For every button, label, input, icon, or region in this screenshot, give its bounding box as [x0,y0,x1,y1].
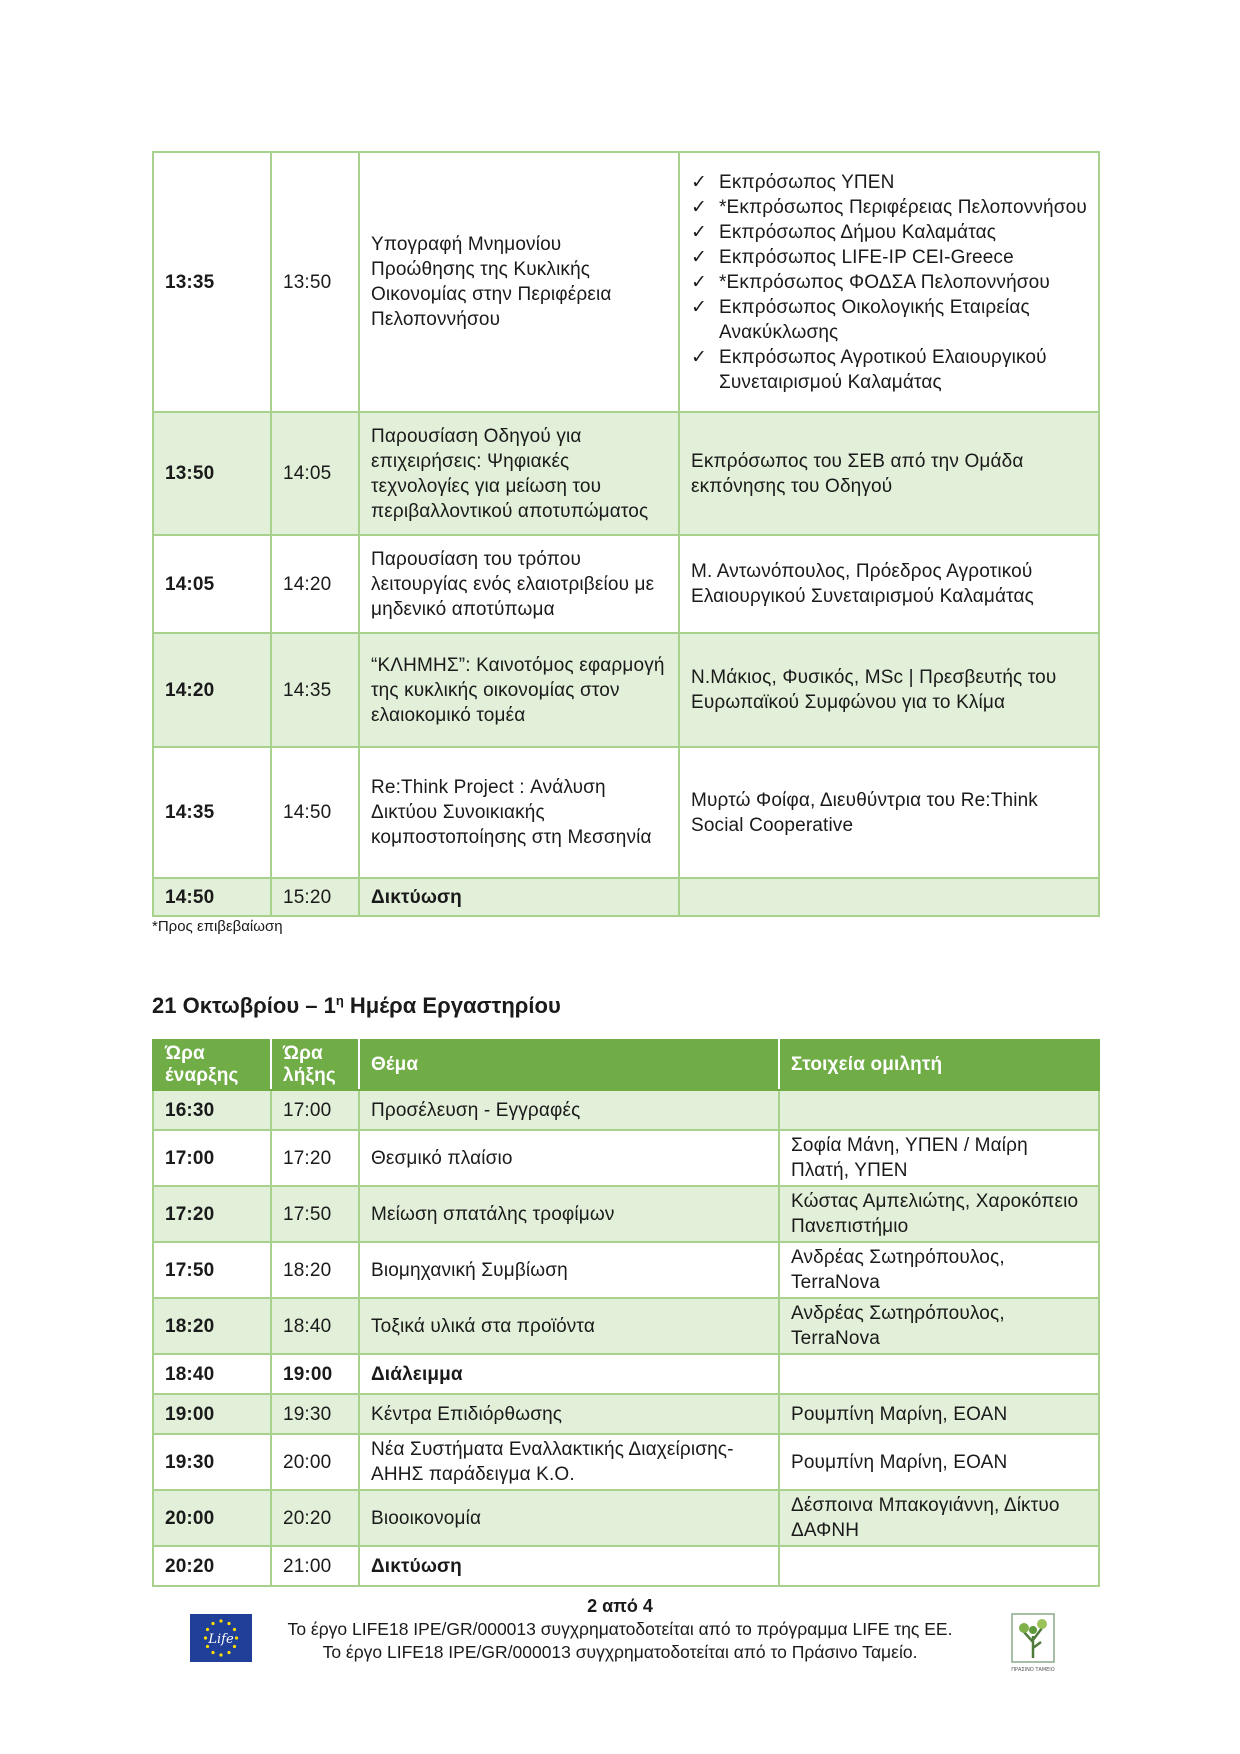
start-time: 18:40 [153,1354,271,1394]
topic: “ΚΛΗΜΗΣ”: Καινοτόμος εφαρμογή της κυκλικής οικονομίας στον ελαιοκομικό τομέα [359,633,679,747]
start-time: 13:50 [153,412,271,535]
speaker: Μ. Αντωνόπουλος, Πρόεδρος Αγροτικού Ελαιουργικού Συνεταιρισμού Καλαμάτας [679,535,1099,633]
list-item: ✓ *Εκπρόσωπος ΦΟΔΣΑ Πελοποννήσου [691,271,1050,293]
start-time: 19:00 [153,1394,271,1434]
topic: Προσέλευση - Εγγραφές [359,1090,779,1130]
end-time: 18:40 [271,1298,359,1354]
start-time: 14:50 [153,878,271,916]
funding-note-life: Το έργο LIFE18 IPE/GR/000013 συγχρηματοδοτείται από το πρόγραμμα LIFE της ΕΕ. [287,1619,953,1639]
start-time: 14:35 [153,747,271,878]
table-row [153,1298,1099,1354]
confirmation-note: *Προς επιβεβαίωση [152,918,283,935]
topic: Νέα Συστήματα Εναλλακτικής Διαχείρισης- ΑΗΗΣ παράδειγμα Κ.Ο. [359,1434,779,1490]
end-time: 17:20 [271,1130,359,1186]
end-time: 19:30 [271,1394,359,1434]
checkmark-icon: ✓ [691,221,708,243]
table-row [153,747,1099,878]
speaker: Ρουμπίνη Μαρίνη, ΕΟΑΝ [779,1394,1099,1434]
table-header-row [153,1040,1099,1090]
table-row [153,1434,1099,1490]
end-time: 20:20 [271,1490,359,1546]
topic: Παρουσίαση του τρόπου λειτουργίας ενός ελαιοτριβείου με μηδενικό αποτύπωμα [359,535,679,633]
speaker: Ανδρέας Σωτηρόπουλος, TerraNova [779,1298,1099,1354]
table-row [153,1090,1099,1130]
topic: Δικτύωση [359,1546,779,1586]
table-row [153,1354,1099,1394]
table-row [153,1394,1099,1434]
header-start: Ώρα έναρξης [153,1040,271,1090]
end-time: 14:35 [271,633,359,747]
end-time: 18:20 [271,1242,359,1298]
table-row [153,633,1099,747]
topic: Δικτύωση [359,878,679,916]
checkmark-icon: ✓ [691,271,708,293]
speaker: Εκπρόσωπος του ΣΕΒ από την Ομάδα εκπόνησης του Οδηγού [679,412,1099,535]
start-time: 18:20 [153,1298,271,1354]
table-row [153,412,1099,535]
table-row [153,535,1099,633]
list-item: ✓ Εκπρόσωπος Οικολογικής Εταιρείας Ανακύκλωσης [691,296,1030,343]
end-time: 17:50 [271,1186,359,1242]
checkmark-icon: ✓ [691,246,708,268]
speaker-list-cell [679,152,1099,412]
section-title: 21 Οκτωβρίου – $1^\eta$ Ημέρα Εργαστηρίου [152,993,561,1018]
header-topic: Θέμα [359,1040,779,1090]
speaker [779,1354,1099,1394]
end-time: 20:00 [271,1434,359,1490]
speaker-checklist [691,170,1087,395]
end-time: 19:00 [271,1354,359,1394]
end-time: 14:05 [271,412,359,535]
topic: Βιομηχανική Συμβίωση [359,1242,779,1298]
checkmark-icon: ✓ [691,171,708,193]
list-item: ✓ Εκπρόσωπος LIFE-IP CEI-Greece [691,246,1014,268]
start-time: 13:35 [153,152,271,412]
checkmark-icon: ✓ [691,346,708,368]
topic: Βιοοικονομία [359,1490,779,1546]
funding-note-green-fund: Το έργο LIFE18 IPE/GR/000013 συγχρηματοδοτείται από το Πράσινο Ταμείο. [322,1642,918,1662]
page-number: 2 από 4 [587,1596,653,1616]
topic: Θεσμικό πλαίσιο [359,1130,779,1186]
programme-table-continued [152,151,1100,917]
speaker: Κώστας Αμπελιώτης, Χαροκόπειο Πανεπιστήμιο [779,1186,1099,1242]
end-time: 14:20 [271,535,359,633]
topic: Κέντρα Επιδιόρθωσης [359,1394,779,1434]
table-row [153,1490,1099,1546]
end-time: 21:00 [271,1546,359,1586]
list-item: ✓ Εκπρόσωπος Αγροτικού Ελαιουργικού Συνεταιρισμού Καλαμάτας [691,346,1047,393]
speaker: Δέσποινα Μπακογιάννη, Δίκτυο ΔΑΦΝΗ [779,1490,1099,1546]
header-speaker: Στοιχεία ομιλητή [779,1040,1099,1090]
list-item: ✓ *Εκπρόσωπος Περιφέρειας Πελοποννήσου [691,196,1087,218]
speaker: Ν.Μάκιος, Φυσικός, MSc | Πρεσβευτής του Ευρωπαϊκού Συμφώνου για το Κλίμα [679,633,1099,747]
table-row [153,1242,1099,1298]
table-row [153,878,1099,916]
start-time: 14:20 [153,633,271,747]
start-time: 17:00 [153,1130,271,1186]
speaker [779,1090,1099,1130]
green-fund-logo [1010,1612,1056,1674]
topic: Υπογραφή Μνημονίου Προώθησης της Κυκλικής Οικονομίας στην Περιφέρεια Πελοποννήσου [359,152,679,412]
list-item: ✓ Εκπρόσωπος Δήμου Καλαμάτας [691,221,997,243]
table-row [153,1130,1099,1186]
table-row [153,1186,1099,1242]
table-row [153,1546,1099,1586]
end-time: 14:50 [271,747,359,878]
start-time: 14:05 [153,535,271,633]
speaker: Ανδρέας Σωτηρόπουλος, TerraNova [779,1242,1099,1298]
topic: Παρουσίαση Οδηγού για επιχειρήσεις: Ψηφιακές τεχνολογίες για μείωση του περιβαλλοντικού αποτυπώματος [359,412,679,535]
speaker: Σοφία Μάνη, ΥΠΕΝ / Μαίρη Πλατή, ΥΠΕΝ [779,1130,1099,1186]
speaker [679,878,1099,916]
svg-text:ΠΡΑΣΙΝΟ ΤΑΜΕΙΟ: ΠΡΑΣΙΝΟ ΤΑΜΕΙΟ [1011,1667,1055,1673]
speaker: Ρουμπίνη Μαρίνη, ΕΟΑΝ [779,1434,1099,1490]
list-item: ✓ Εκπρόσωπος ΥΠΕΝ [691,171,895,193]
tree-icon [1010,1612,1056,1674]
workshop-programme-table [152,1039,1100,1587]
start-time: 19:30 [153,1434,271,1490]
topic: Τοξικά υλικά στα προϊόντα [359,1298,779,1354]
start-time: 17:50 [153,1242,271,1298]
topic: Μείωση σπατάλης τροφίμων [359,1186,779,1242]
start-time: 20:00 [153,1490,271,1546]
checkmark-icon: ✓ [691,196,708,218]
end-time: 17:00 [271,1090,359,1130]
topic: Re:Think Project : Ανάλυση Δικτύου Συνοικιακής κομποστοποίησης στη Μεσσηνία [359,747,679,878]
end-time: 15:20 [271,878,359,916]
table-row [153,152,1099,412]
start-time: 17:20 [153,1186,271,1242]
speaker [779,1546,1099,1586]
eu-life-logo [190,1614,252,1662]
start-time: 20:20 [153,1546,271,1586]
topic: Διάλειμμα [359,1354,779,1394]
eu-stars-icon [190,1614,252,1662]
svg-text:Life: Life [208,1632,234,1647]
speaker: Μυρτώ Φοίφα, Διευθύντρια του Re:Think Social Cooperative [679,747,1099,878]
checkmark-icon: ✓ [691,296,708,318]
start-time: 16:30 [153,1090,271,1130]
header-end: Ώρα λήξης [271,1040,359,1090]
end-time: 13:50 [271,152,359,412]
